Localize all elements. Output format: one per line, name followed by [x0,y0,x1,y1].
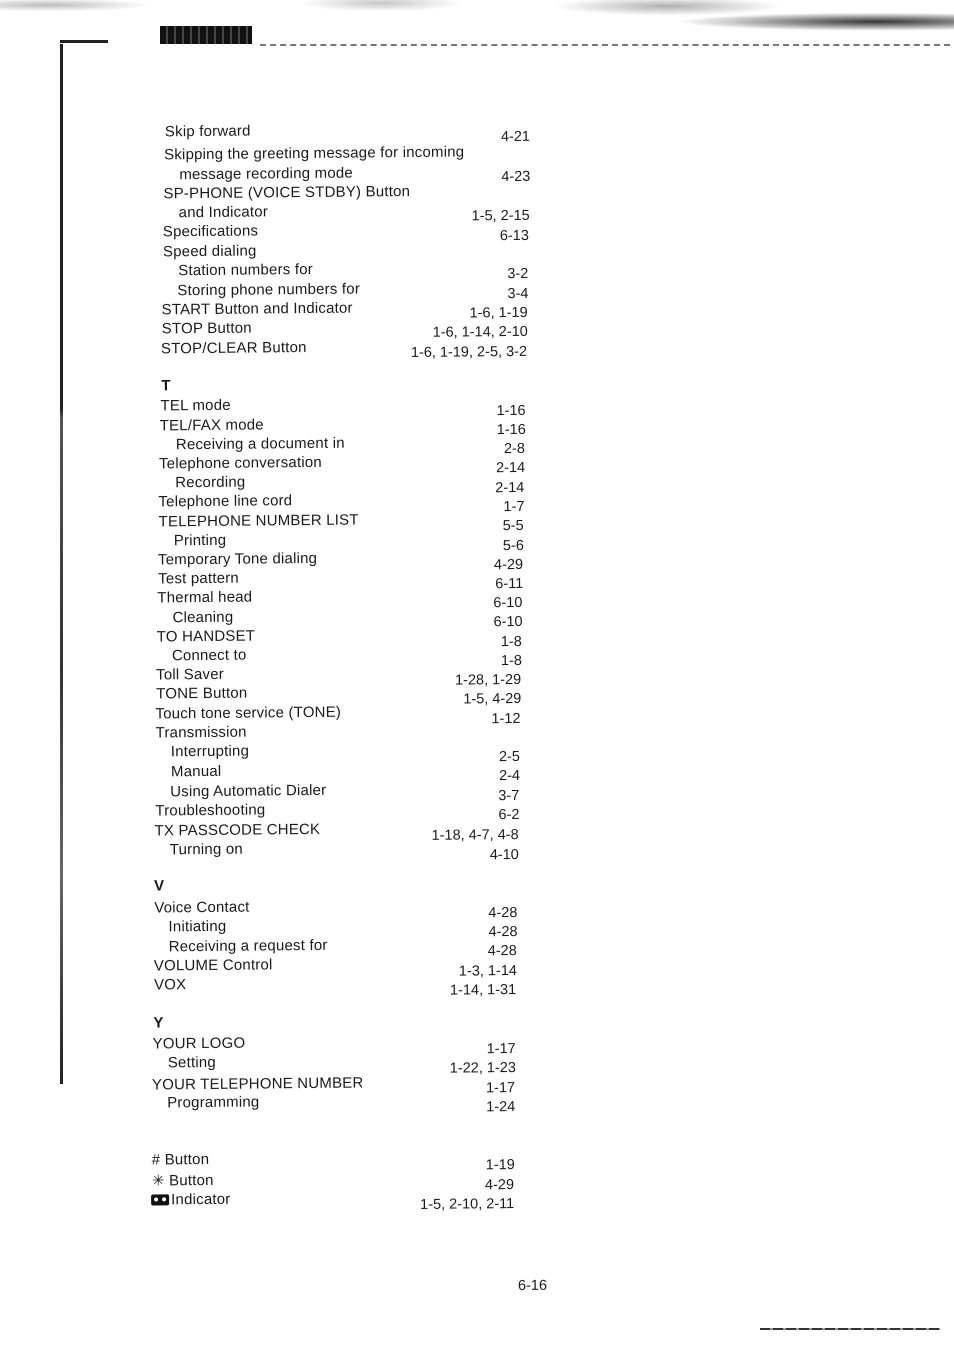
index-subterm: Using Automatic Dialer [170,781,327,801]
index-term-cassette [151,1191,231,1209]
index-pages: 1-17 [486,1041,516,1058]
index-term: Specifications [162,222,259,241]
index-pages: 1-6, 1-19 [469,304,528,322]
index-pages: 4-29 [493,556,524,574]
index-term: STOP Button [161,319,252,338]
index-term: TEL/FAX mode [159,416,264,435]
index-pages: 1-22, 1-23 [449,1060,516,1077]
index-subterm: Initiating [168,917,227,936]
index-pages: 6-13 [499,227,529,245]
index-pages: 1-7 [503,498,525,516]
index-subterm: and Indicator [178,203,269,222]
index-pages: 3-4 [507,285,529,303]
index-pages: 2-4 [499,767,521,785]
index-subterm: Setting [167,1053,216,1072]
index-term: TX PASSCODE CHECK [154,820,321,840]
cassette-tape-icon [151,1194,169,1205]
index-subterm: Station numbers for [178,260,313,280]
index-term: START Button and Indicator [161,299,353,319]
section-letter-y: Y [153,1014,164,1032]
index-pages: 1-8 [500,633,522,651]
index-pages: 1-16 [496,402,526,420]
index-term: TONE Button [156,684,248,703]
index-subterm: Receiving a request for [168,936,328,956]
index-term: # Button [151,1150,210,1169]
index-term: Skipping the greeting message for incoming [164,143,465,164]
index-pages: 1-6, 1-14, 2-10 [432,323,528,341]
index-subterm: Programming [167,1093,260,1112]
index-pages: 2-8 [503,440,526,458]
index-subterm: Turning on [169,840,243,859]
index-term: Test pattern [158,569,240,588]
section-letter-v: V [154,877,165,895]
index-pages: 4-21 [500,128,531,146]
index-term: Temporary Tone dialing [157,549,318,569]
index-pages: 2-14 [496,459,526,477]
index-subterm: message recording mode [179,164,354,184]
index-pages: 6-10 [493,594,523,612]
index-term: Skip forward [164,122,251,141]
index-term-label: Indicator [171,1190,231,1209]
index-term: YOUR TELEPHONE NUMBER [151,1074,364,1094]
index-pages: 1-14, 1-31 [449,982,517,999]
index-term: Thermal head [157,588,253,607]
index-pages: 1-12 [491,710,521,728]
index-subterm: Storing phone numbers for [177,280,361,300]
index-pages: 6-2 [498,806,520,824]
index-pages: 4-29 [484,1177,515,1194]
index-term: Voice Contact [154,898,250,917]
index-pages: 4-28 [488,905,518,922]
index-subterm: Cleaning [172,608,234,627]
index-term: TELEPHONE NUMBER LIST [158,511,359,531]
index-pages: 4-10 [489,846,519,864]
index-term: Transmission [155,723,247,742]
index-pages: 5-6 [502,537,524,555]
index-pages: 1-5, 2-15 [471,207,530,225]
index-pages: 1-5, 4-29 [463,690,522,708]
index-term: SP-PHONE (VOICE STDBY) Button [163,183,411,203]
index-subterm: Manual [170,762,222,781]
index-pages: 3-2 [507,265,529,283]
index-term: Telephone line cord [158,492,293,511]
index-pages: 2-14 [495,479,525,497]
index-term: STOP/CLEAR Button [160,339,307,358]
section-letter-t: T [161,377,171,395]
index-term: TEL mode [160,396,231,415]
index-pages: 6-11 [495,575,524,593]
index-pages: 1-3, 1-14 [458,963,518,980]
index-pages: 5-5 [502,517,524,535]
index-pages: 1-19 [485,1157,515,1174]
index-term: Speed dialing [162,242,257,261]
index-subterm: Interrupting [170,742,250,761]
index-subterm: Printing [173,531,227,550]
index-pages: 1-24 [486,1099,516,1116]
index-pages: 4-23 [501,168,531,186]
index-pages: 1-18, 4-7, 4-8 [431,826,519,844]
index-term: Troubleshooting [155,801,266,820]
index-subterm: Recording [175,473,246,492]
index-term: Telephone conversation [158,453,322,473]
index-term: ✳ Button [151,1171,214,1190]
index-pages: 6-10 [493,613,523,631]
index-pages: 1-6, 1-19, 2-5, 3-2 [410,343,528,362]
index-term: TO HANDSET [156,627,256,646]
index-pages: 4-28 [487,943,517,960]
index-pages: 3-7 [498,787,520,805]
index-subterm: Receiving a document in [175,434,345,454]
index-pages: 1-17 [485,1080,516,1097]
index-subterm: Connect to [171,646,247,665]
index-pages: 2-5 [498,748,520,766]
index-term: YOUR LOGO [152,1034,246,1053]
index-pages: 4-28 [488,924,518,941]
index-term: Touch tone service (TONE) [155,703,342,723]
index-pages: 1-28, 1-29 [454,671,522,689]
page-number: 6-16 [517,1277,548,1295]
index-pages: 1-16 [496,421,526,439]
index-pages: 1-5, 2-10, 2-11 [420,1196,515,1213]
index-term: VOLUME Control [153,956,273,975]
index-term: Toll Saver [155,665,225,684]
index-term: VOX [153,976,187,994]
index-pages: 1-8 [500,652,523,670]
